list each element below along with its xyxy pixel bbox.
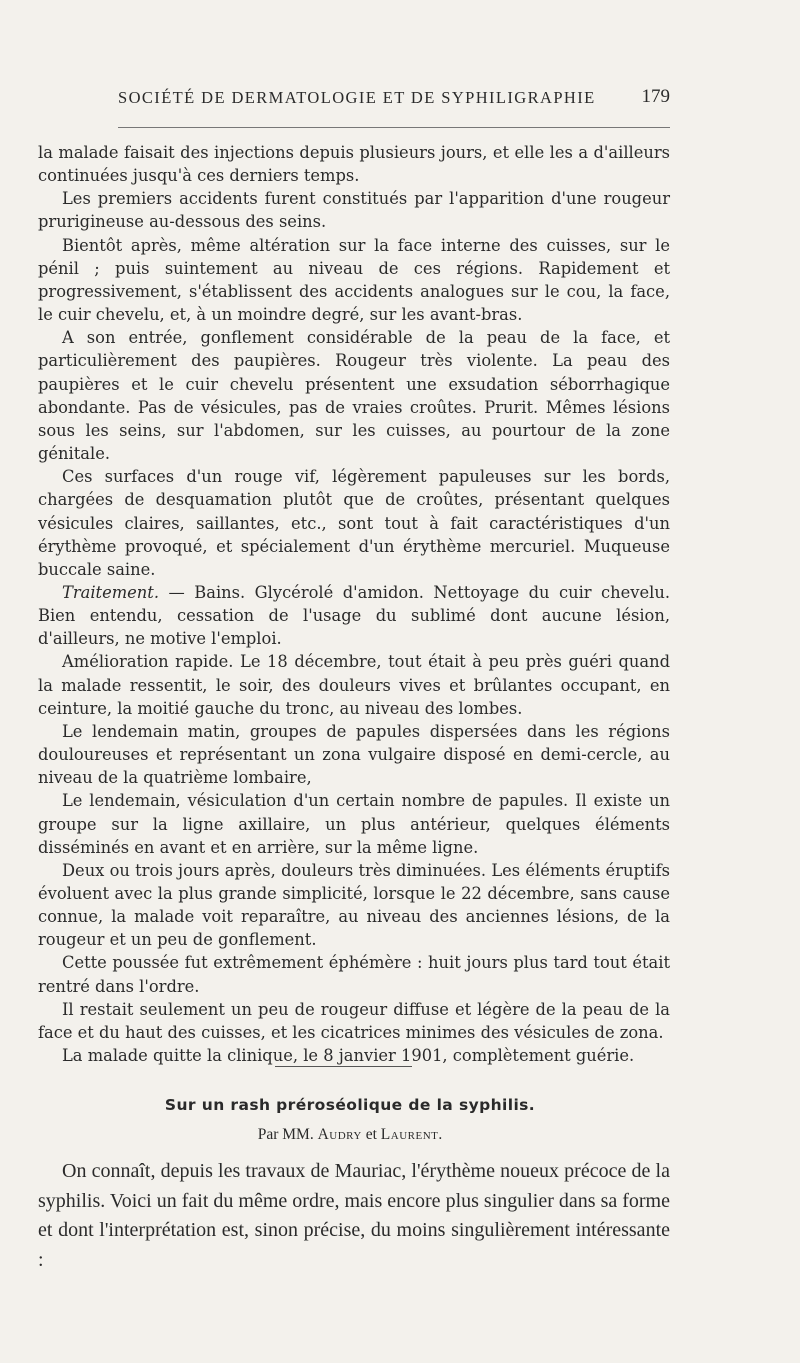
article-title: Sur un rash préroséolique de la syphilis. [164,1096,536,1114]
byline-suffix: . [438,1126,443,1143]
paragraph [38,581,670,650]
paragraph: Le lendemain matin, groupes de papules dispersées dans les régions douloureuses et représentant un zona vulgaire disposé en demi-cercle, au niveau de la quatrième lombaire, [38,721,670,788]
page-number: 179 [641,86,670,107]
running-header-title: SOCIÉTÉ DE DERMATOLOGIE ET DE SYPHILIGRAPHIE [118,88,596,107]
paragraph: la malade faisait des injections depuis plusieurs jours, et elle les a d'ailleurs continuées jusqu'à ces derniers temps. [38,143,670,186]
paragraph: Bientôt après, même altération sur la face interne des cuisses, sur le pénil ; puis suintement au niveau de ces régions. Rapidement et progressivement, s'établissent des accidents analogues sur le cou, la face, le cuir chevelu, et, à un moindre degré, sur les avant-bras. [38,235,670,325]
treatment-label: Traitement. [62,582,160,602]
paragraph: Deux ou trois jours après, douleurs très diminuées. Les éléments éruptifs évoluent avec la plus grande simplicité, lorsque le 22 décembre, sans cause connue, la malade voit reparaître, au niveau des anciennes lésions, de la rougeur et un peu de gonflement. [38,860,670,950]
header-divider [118,127,670,128]
paragraph: Le lendemain, vésiculation d'un certain nombre de papules. Il existe un groupe sur la ligne axillaire, un plus antérieur, quelques éléments disséminés en avant et en arrière, sur la même ligne. [38,791,670,857]
byline [0,1126,700,1144]
paragraph: Amélioration rapide. Le 18 décembre, tout était à peu près guéri quand la malade ressentit, le soir, des douleurs vives et brûlantes occupant, en ceinture, la moitié gauche du tronc, au niveau des lombes. [38,652,670,718]
article-intro [38,1157,670,1275]
treatment-text: — Bains. Glycérolé d'amidon. Nettoyage du cuir chevelu. Bien entendu, cessation de l'usage du sublimé dont aucune lésion, d'ailleurs, ne motive l'emploi. [38,582,670,649]
section-divider [275,1066,412,1067]
paragraph: Il restait seulement un peu de rougeur diffuse et légère de la peau de la face et du haut des cuisses, et les cicatrices minimes des vésicules de zona. [38,999,670,1042]
byline-conjunction: et [361,1126,381,1143]
author-name: Audry [317,1126,362,1143]
paragraph: La malade quitte la clinique, le 8 janvier 1901, complètement guérie. [62,1046,635,1066]
paragraph: Les premiers accidents furent constitués par l'apparition d'une rougeur prurigineuse au-dessous des seins. [38,189,670,232]
byline-prefix: Par MM. [257,1126,318,1143]
author-name: Laurent [380,1126,439,1143]
paragraph: On connaît, depuis les travaux de Mauriac, l'érythème noueux précoce de la syphilis. Voici un fait du même ordre, mais encore plus singulier dans sa forme et dont l'interprétation est, sinon précise, du moins singulièrement intéressante : [38,1160,670,1271]
case-report-body [38,141,670,1067]
paragraph: Cette poussée fut extrêmement éphémère : huit jours plus tard tout était rentré dans l'ordre. [38,953,670,996]
paragraph: A son entrée, gonflement considérable de la peau de la face, et particulièrement des paupières. Rougeur très violente. La peau des paupières et le cuir chevelu présentent une exsudation séborrhagique abondante. Pas de vésicules, pas de vraies croûtes. Prurit. Mêmes lésions sous les seins, sur l'abdomen, sur les cuisses, au pourtour de la zone génitale. [38,328,670,464]
paragraph: Ces surfaces d'un rouge vif, légèrement papuleuses sur les bords, chargées de desquamation plutôt que de croûtes, présentant quelques vésicules claires, saillantes, etc., sont tout à fait caractéristiques d'un érythème provoqué, et spécialement d'un érythème mercuriel. Muqueuse buccale saine. [38,467,670,579]
